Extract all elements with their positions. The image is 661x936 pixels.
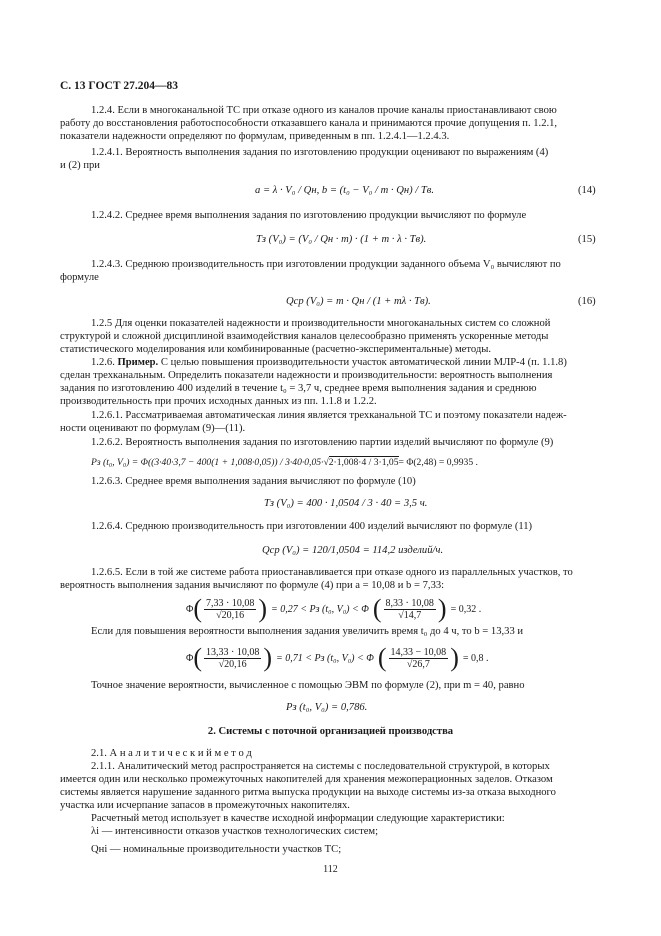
paren-open: ( bbox=[377, 643, 387, 672]
paragraph-line: 1.2.5 Для оценки показателей надежности и производительности многоканальных систем со сложной bbox=[91, 318, 551, 329]
paren-close: ) bbox=[437, 594, 447, 623]
fraction-denominator: √20,16 bbox=[218, 658, 247, 670]
equation-9-instance bbox=[91, 457, 478, 469]
paragraph-line: 1.2.6.2. Вероятность выполнения задания по изготовлению партии изделий вычисляют по формуле (9) bbox=[91, 437, 554, 448]
paren-open: ( bbox=[193, 643, 202, 672]
inequality-tail: = 0,8 . bbox=[462, 652, 489, 664]
equation-10-instance: Tз (V₀) = 400 · 1,0504 / 3 · 40 = 3,5 ч. bbox=[264, 498, 428, 509]
fraction-denominator: √26,7 bbox=[406, 658, 430, 670]
equation-number: (15) bbox=[578, 234, 596, 245]
paren-close: ) bbox=[263, 643, 272, 672]
inequality-tail: = 0,32 . bbox=[450, 603, 482, 615]
paragraph-line: 1.2.6.5. Если в той же системе работа приостанавливается при отказе одного из параллельных участков, то bbox=[91, 567, 573, 578]
inequality-2 bbox=[186, 641, 489, 675]
subsection-heading: 2.1. А н а л и т и ч е с к и й м е т о д bbox=[91, 748, 252, 759]
fraction bbox=[387, 647, 451, 670]
paragraph-line: вероятность выполнения задания вычисляют по формуле (4) при a = 10,08 и b = 7,33: bbox=[60, 580, 445, 591]
paragraph-line: системы является нарушение заданного ритма выпуска продукции на выходе системы из-за отказа выходного bbox=[60, 787, 556, 798]
equation-15: Tз (V₀) = (V₀ / Qн · m) · (1 + m · λ · Tв). bbox=[256, 234, 427, 245]
section-heading: 2. Системы с поточной организацией производства bbox=[207, 726, 454, 737]
sqrt-radicand: 2·1,008·4 / 3·1,05 bbox=[328, 457, 399, 468]
example-label: Пример. bbox=[117, 357, 159, 368]
paragraph-line: 1.2.4.2. Среднее время выполнения задания по изготовлению продукции вычисляют по формуле bbox=[91, 210, 527, 221]
paragraph-line: 1.2.6.4. Среднюю производительность при изготовлении 400 изделий вычисляют по формуле (11) bbox=[91, 521, 533, 532]
fraction-denominator: √20,16 bbox=[216, 609, 245, 621]
paren-open: ( bbox=[193, 594, 202, 623]
sqrt-sign: √ bbox=[323, 457, 329, 468]
definition-line: λi — интенсивности отказов участков технологических систем; bbox=[91, 826, 379, 837]
definition-line: Qнi — номинальные производительности участков ТС; bbox=[91, 844, 342, 855]
inequality-middle: = 0,27 < Pз (t₀, V₀) < Φ bbox=[271, 603, 369, 615]
paragraph-line: структурой и сложной дисциплиной взаимодействия каналов целесообразно применять ускоренные методы bbox=[60, 331, 549, 342]
fraction bbox=[382, 598, 438, 621]
phi-symbol: Φ bbox=[186, 652, 194, 664]
paragraph-line: ности оценивают по формулам (9)—(11). bbox=[60, 423, 246, 434]
equation-14: a = λ · V₀ / Qн, b = (t₀ − V₀ / m · Qн) / Tв. bbox=[255, 185, 435, 196]
paragraph-line: Точное значение вероятности, вычисленное с помощью ЭВМ по формуле (2), при m = 40, равно bbox=[91, 680, 525, 691]
fraction-numerator: 13,33 · 10,08 bbox=[205, 646, 260, 658]
inequality-1 bbox=[186, 592, 481, 626]
paragraph-line: имеется один или несколько промежуточных накопителей для хранения межоперационных заделов. Отказом bbox=[60, 774, 553, 785]
fraction-denominator: √14,7 bbox=[398, 609, 422, 621]
fraction bbox=[202, 647, 263, 670]
equation-11-instance: Qср (V₀) = 120/1,0504 = 114,2 изделий/ч. bbox=[262, 545, 444, 556]
paragraph-line: 1.2.6.3. Среднее время выполнения задания вычисляют по формуле (10) bbox=[91, 476, 416, 487]
equation-lhs: Pз (t₀, V₀) = Φ((3·40·3,7 − 400(1 + 1,008·0,05)) / 3·40·0,05· bbox=[91, 457, 324, 468]
fraction bbox=[202, 598, 258, 621]
fraction-numerator: 7,33 · 10,08 bbox=[205, 597, 255, 609]
fraction-numerator: 14,33 − 10,08 bbox=[390, 646, 447, 658]
paren-open: ( bbox=[372, 594, 382, 623]
equation-16: Qср (V₀) = m · Qн / (1 + mλ · Tв). bbox=[286, 296, 431, 307]
page-header: С. 13 ГОСТ 27.204—83 bbox=[60, 80, 179, 92]
equation-exact-value: Pз (t₀, V₀) = 0,786. bbox=[286, 702, 368, 713]
paragraph-line: 1.2.4.1. Вероятность выполнения задания по изготовлению продукции оценивают по выражениям (4) bbox=[91, 147, 549, 158]
clause-number: 1.2.6. bbox=[91, 357, 115, 368]
paragraph-line: Расчетный метод использует в качестве исходной информации следующие характеристики: bbox=[91, 813, 505, 824]
paragraph-line: 2.1.1. Аналитический метод распространяется на системы с последовательной структурой, в которых bbox=[91, 761, 550, 772]
paren-close: ) bbox=[258, 594, 267, 623]
fraction-numerator: 8,33 · 10,08 bbox=[385, 597, 434, 609]
equation-number: (14) bbox=[578, 185, 596, 196]
paragraph-line: участка или исчерпание запасов в промежуточных накопителях. bbox=[60, 800, 350, 811]
equation-number: (16) bbox=[578, 296, 596, 307]
paragraph-line: 1.2.6.1. Рассматриваемая автоматическая линия является трехканальной ТС и поэтому показатели надеж- bbox=[91, 410, 567, 421]
equation-rhs: = Φ(2,48) = 0,9935 . bbox=[398, 457, 478, 468]
paragraph-line: формуле bbox=[60, 272, 99, 283]
paragraph-line: производительность при прочих исходных данных из пп. 1.1.8 и 1.2.2. bbox=[60, 396, 377, 407]
paragraph-line: 1.2.4. Если в многоканальной ТС при отказе одного из каналов прочие каналы приостанавливают свою bbox=[91, 105, 557, 116]
paragraph-line: работу до восстановления работоспособности отказавшего канала и принимаются прочие допущения п. 1.2.1, bbox=[60, 118, 558, 129]
paragraph-line: Если для повышения вероятности выполнения задания увеличить время t₀ до 4 ч, то b = 13,33 и bbox=[91, 626, 524, 637]
inequality-middle: = 0,71 < Pз (t₀, V₀) < Φ bbox=[276, 652, 374, 664]
paragraph-line: статистического моделирования или комбинированные (расчетно-экспериментальные) методы. bbox=[60, 344, 492, 355]
paren-close: ) bbox=[450, 643, 459, 672]
paragraph-line: задания по изготовлению 400 изделий в течение t₀ = 3,7 ч, среднее время выполнения задания и среднюю bbox=[60, 383, 537, 394]
paragraph-line bbox=[91, 357, 567, 369]
paragraph-line: и (2) при bbox=[60, 160, 100, 171]
paragraph-line: сделан трехканальным. Определить показатели надежности и производительности: вероятность выполнения bbox=[60, 370, 553, 381]
phi-symbol: Φ bbox=[186, 603, 194, 615]
page-number: 112 bbox=[323, 864, 338, 875]
paragraph-line: 1.2.4.3. Среднюю производительность при изготовлении продукции заданного объема V₀ вычисляют по bbox=[91, 259, 561, 270]
paragraph-line: показатели надежности определяют по формулам, приведенным в пп. 1.2.4.1—1.2.4.3. bbox=[60, 131, 450, 142]
clause-text: С целью повышения производительности участок автоматической линии МЛР-4 (п. 1.1.8) bbox=[160, 357, 567, 368]
